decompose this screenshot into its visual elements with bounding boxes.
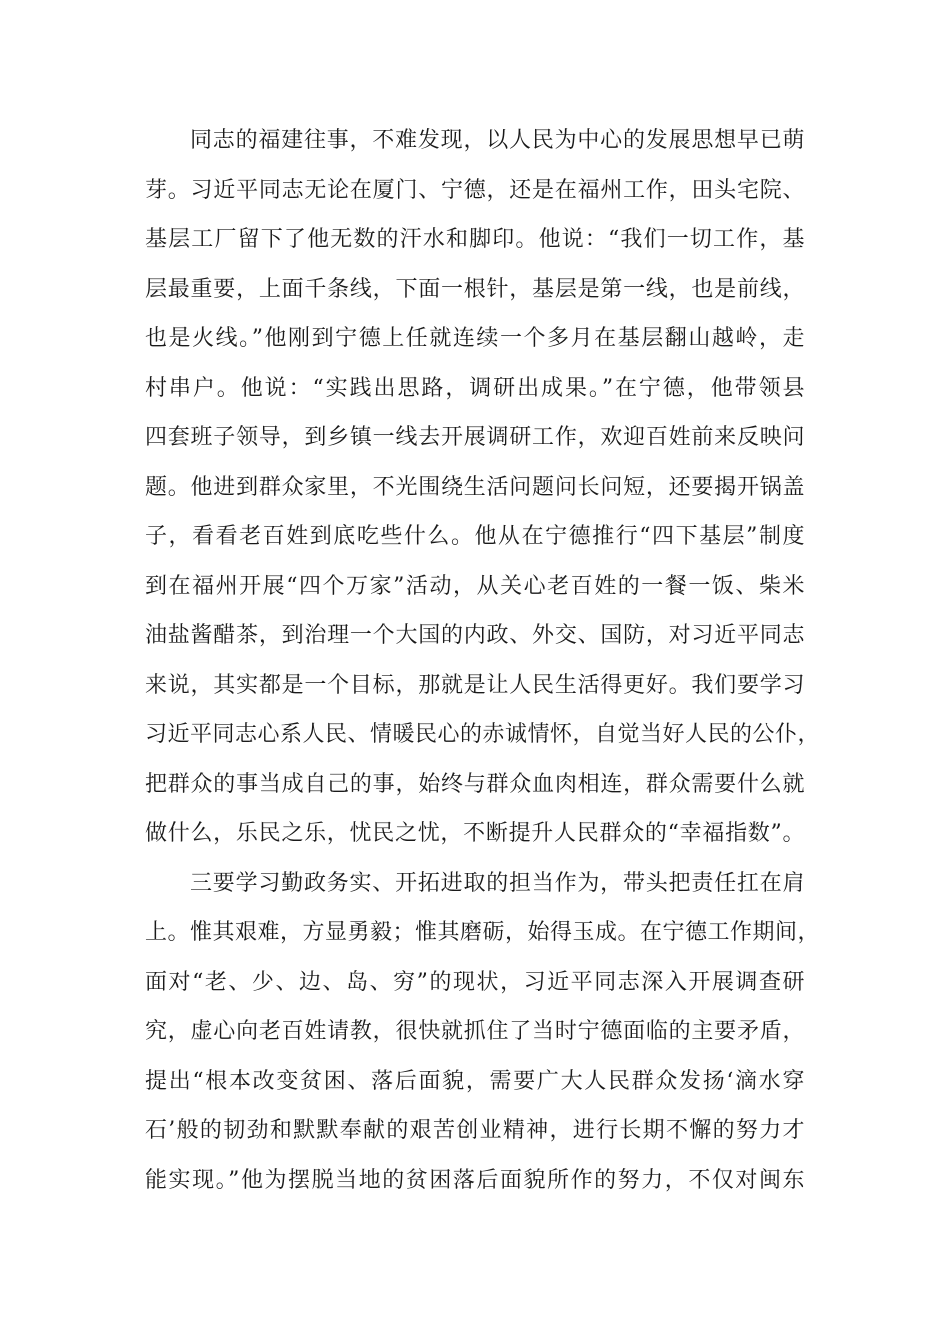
paragraph-line: 上。惟其艰难，方显勇毅；惟其磨砺，始得玉成。在宁德工作期间， — [145, 920, 821, 945]
paragraph-line: 也是火线。”他刚到宁德上任就连续一个多月在基层翻山越岭，走 — [145, 326, 805, 351]
paragraph-line: 子，看看老百姓到底吃些什么。他从在宁德推行“四下基层”制度 — [145, 524, 805, 549]
paragraph-line: 究，虚心向老百姓请教，很快就抓住了当时宁德面临的主要矛盾， — [145, 1019, 805, 1044]
paragraph-line: 石’般的韧劲和默默奉献的艰苦创业精神，进行长期不懈的努力才 — [145, 1118, 805, 1143]
paragraph-line: 提出“根本改变贫困、落后面貌，需要广大人民群众发扬‘滴水穿 — [145, 1068, 805, 1094]
body-text — [145, 116, 821, 1205]
paragraph-line: 三要学习勤政务实、开拓进取的担当作为，带头把责任扛在肩 — [190, 870, 805, 896]
paragraph-line: 到在福州开展“四个万家”活动，从关心老百姓的一餐一饭、柴米 — [145, 573, 805, 599]
paragraph-line: 同志的福建往事，不难发现，以人民为中心的发展思想早已萌 — [190, 128, 805, 153]
paragraph-line: 油盐酱醋茶，到治理一个大国的内政、外交、国防，对习近平同志 — [145, 623, 805, 648]
paragraph-line: 村串户。他说：“实践出思路，调研出成果。”在宁德，他带领县 — [145, 375, 805, 401]
paragraph-line: 层最重要，上面千条线，下面一根针，基层是第一线，也是前线， — [145, 276, 805, 302]
paragraph-line: 习近平同志心系人民、情暖民心的赤诚情怀，自觉当好人民的公仆， — [145, 722, 821, 747]
paragraph-line: 芽。习近平同志无论在厦门、宁德，还是在福州工作，田头宅院、 — [145, 177, 805, 203]
paragraph-line: 来说，其实都是一个目标，那就是让人民生活得更好。我们要学习 — [145, 672, 805, 698]
paragraph-line: 题。他进到群众家里，不光围绕生活问题问长问短，还要揭开锅盖 — [145, 474, 805, 500]
paragraph-line: 把群众的事当成自己的事，始终与群众血肉相连，群众需要什么就 — [145, 771, 805, 797]
paragraph-line: 基层工厂留下了他无数的汗水和脚印。他说：“我们一切工作，基 — [145, 227, 805, 252]
paragraph-line: 做什么，乐民之乐，忧民之忧，不断提升人民群众的“幸福指数”。 — [145, 821, 805, 846]
paragraph-line: 能实现。”他为摆脱当地的贫困落后面貌所作的努力，不仅对闽东 — [145, 1167, 805, 1193]
paragraph-line: 面对“老、少、边、岛、穷”的现状，习近平同志深入开展调查研 — [145, 969, 805, 995]
paragraph-line: 四套班子领导，到乡镇一线去开展调研工作，欢迎百姓前来反映问 — [145, 425, 805, 450]
